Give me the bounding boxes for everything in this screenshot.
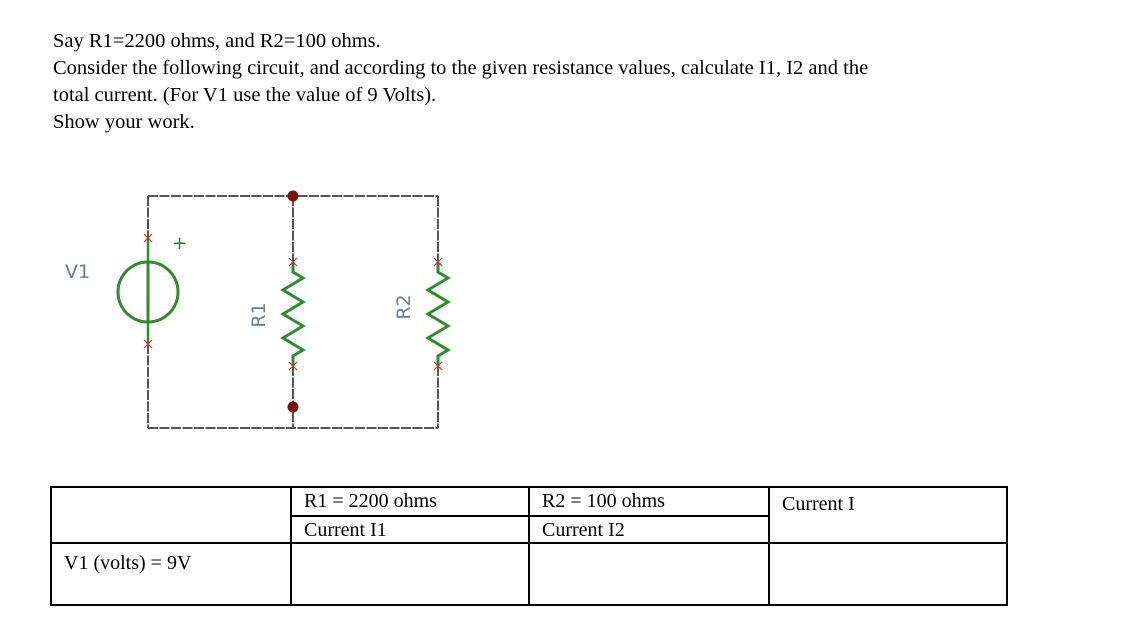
r2-label: R2 <box>393 294 415 320</box>
voltage-cell <box>51 543 291 605</box>
answer-table <box>50 486 1008 606</box>
v1-label: V1 <box>65 261 91 283</box>
junction-node-bottom <box>288 402 299 413</box>
total-current-label: Current I <box>782 493 855 515</box>
problem-line-3: total current. (For V1 use the value of 9 Volts). <box>53 84 437 106</box>
problem-line-2: Consider the following circuit, and according to the given resistance values, calculate I1, I2 and the <box>53 57 869 79</box>
problem-line-1: Say R1=2200 ohms, and R2=100 ohms. <box>53 30 381 52</box>
polarity-plus-label: + <box>172 233 188 254</box>
r1-value-label: R1 = 2200 ohms <box>304 490 437 512</box>
r2-value-label: R2 = 100 ohms <box>542 490 665 512</box>
i1-answer-cell[interactable] <box>291 543 529 605</box>
table-data-row <box>51 543 1007 605</box>
table-corner-cell <box>51 487 291 543</box>
resistor-r2 <box>428 262 448 366</box>
voltage-label: V1 (volts) = 9V <box>64 552 192 574</box>
r2-header-cell <box>529 487 769 543</box>
table-header-row <box>51 487 1007 543</box>
r1-header-cell <box>291 487 529 543</box>
i2-answer-cell[interactable] <box>529 543 769 605</box>
r1-label: R1 <box>248 302 270 328</box>
current-i2-label: Current I2 <box>530 515 768 542</box>
total-current-answer-cell[interactable] <box>769 543 1007 605</box>
total-current-header-cell <box>769 487 1007 543</box>
junction-node-top <box>288 191 299 202</box>
current-i1-label: Current I1 <box>292 515 528 542</box>
problem-line-4: Show your work. <box>53 111 195 133</box>
voltage-source-v1 <box>118 233 187 344</box>
resistor-r1 <box>283 262 303 366</box>
